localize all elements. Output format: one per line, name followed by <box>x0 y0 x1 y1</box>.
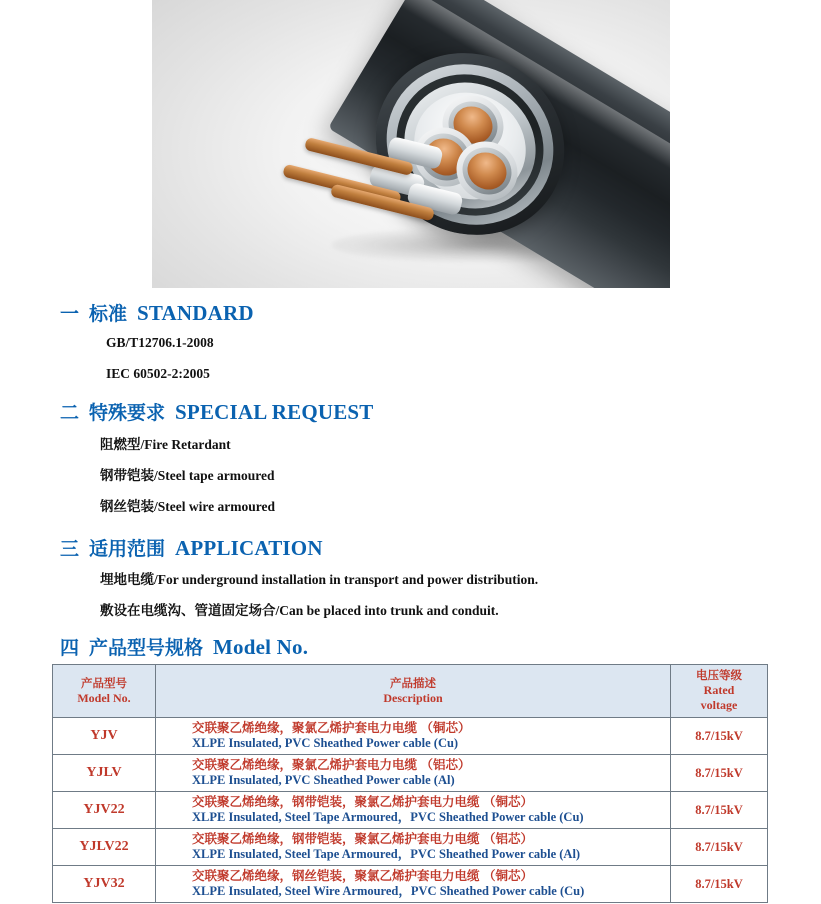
cell-rated-voltage: 8.7/15kV <box>671 829 768 866</box>
column-header-model-no-cn: 产品型号 <box>81 677 127 690</box>
table-row <box>53 829 768 866</box>
cell-description <box>156 792 671 829</box>
table-body <box>53 718 768 903</box>
section-title-en: SPECIAL REQUEST <box>175 400 374 424</box>
product-photo <box>152 0 670 288</box>
cell-rated-voltage: 8.7/15kV <box>671 866 768 903</box>
table-row <box>53 866 768 903</box>
section-title-en: STANDARD <box>137 301 254 325</box>
table-row <box>53 718 768 755</box>
table-row <box>53 792 768 829</box>
cell-description-en: XLPE Insulated, Steel Wire Armoured，PVC Sheathed Power cable (Cu) <box>192 884 585 899</box>
section-title-cn: 产品型号规格 <box>89 638 204 659</box>
cell-description-en: XLPE Insulated, Steel Tape Armoured，PVC Sheathed Power cable (Cu) <box>192 810 584 825</box>
standard-item-iec: IEC 60502-2:2005 <box>106 366 210 381</box>
section-title-cn: 标准 <box>89 304 128 325</box>
special-request-item-steel-wire: 钢丝铠装/Steel wire armoured <box>100 499 275 514</box>
column-header-description-en: Description <box>383 690 443 705</box>
column-header-description <box>156 665 671 718</box>
section-number: 二 <box>60 403 80 424</box>
cell-description <box>156 866 671 903</box>
cell-description-cn: 交联聚乙烯绝缘，聚氯乙烯护套电力电缆 （铜芯） <box>192 721 471 736</box>
section-number: 一 <box>60 304 80 325</box>
column-header-model-no <box>53 665 156 718</box>
model-specification-table <box>52 664 768 903</box>
cell-rated-voltage: 8.7/15kV <box>671 792 768 829</box>
column-header-description-cn: 产品描述 <box>390 677 436 690</box>
cell-model-no: YJLV22 <box>53 829 156 866</box>
cell-description-cn: 交联聚乙烯绝缘，钢带铠装，聚氯乙烯护套电力电缆 （铝芯） <box>192 832 533 847</box>
table-header <box>53 665 768 718</box>
cell-model-no: YJV <box>53 718 156 755</box>
section-number: 三 <box>60 539 80 560</box>
cell-rated-voltage: 8.7/15kV <box>671 718 768 755</box>
section-title-cn: 特殊要求 <box>89 403 166 424</box>
section-heading-special-request <box>60 398 374 425</box>
cell-description-en: XLPE Insulated, PVC Sheathed Power cable (Al) <box>192 773 455 788</box>
cell-model-no: YJV22 <box>53 792 156 829</box>
column-header-rated-voltage-cn: 电压等级 <box>696 670 742 682</box>
cell-description-cn: 交联聚乙烯绝缘，聚氯乙烯护套电力电缆 （铝芯） <box>192 758 471 773</box>
column-header-rated-voltage-en-line2: voltage <box>700 698 738 713</box>
section-number: 四 <box>60 638 80 659</box>
application-item-underground: 埋地电缆/For underground installation in transport and power distribution. <box>100 572 539 587</box>
column-header-rated-voltage <box>671 665 768 718</box>
cell-model-no: YJLV <box>53 755 156 792</box>
cell-description <box>156 829 671 866</box>
special-request-item-steel-tape: 钢带铠装/Steel tape armoured <box>100 468 275 483</box>
column-header-rated-voltage-en-line1: Rated <box>703 683 735 698</box>
column-header-model-no-en: Model No. <box>77 690 131 705</box>
section-title-en: Model No. <box>213 635 309 659</box>
section-heading-application <box>60 534 323 561</box>
application-item-trunk-conduit: 敷设在电缆沟、管道固定场合/Can be placed into trunk and conduit. <box>100 603 499 618</box>
cell-description-cn: 交联聚乙烯绝缘，钢丝铠装，聚氯乙烯护套电力电缆 （铜芯） <box>192 869 533 884</box>
section-title-cn: 适用范围 <box>89 539 166 560</box>
cell-description-en: XLPE Insulated, PVC Sheathed Power cable (Cu) <box>192 736 459 751</box>
cell-description <box>156 718 671 755</box>
section-title-en: APPLICATION <box>175 536 323 560</box>
standard-item-gb: GB/T12706.1-2008 <box>106 335 214 350</box>
special-request-item-fire-retardant: 阻燃型/Fire Retardant <box>100 437 231 452</box>
section-heading-model-no <box>60 633 308 660</box>
cell-description-en: XLPE Insulated, Steel Tape Armoured，PVC Sheathed Power cable (Al) <box>192 847 581 862</box>
cell-description-cn: 交联聚乙烯绝缘，钢带铠装，聚氯乙烯护套电力电缆 （铜芯） <box>192 795 533 810</box>
cell-description <box>156 755 671 792</box>
table-header-row <box>53 665 768 718</box>
cell-rated-voltage: 8.7/15kV <box>671 755 768 792</box>
section-heading-standard <box>60 299 254 326</box>
table-row <box>53 755 768 792</box>
cell-model-no: YJV32 <box>53 866 156 903</box>
